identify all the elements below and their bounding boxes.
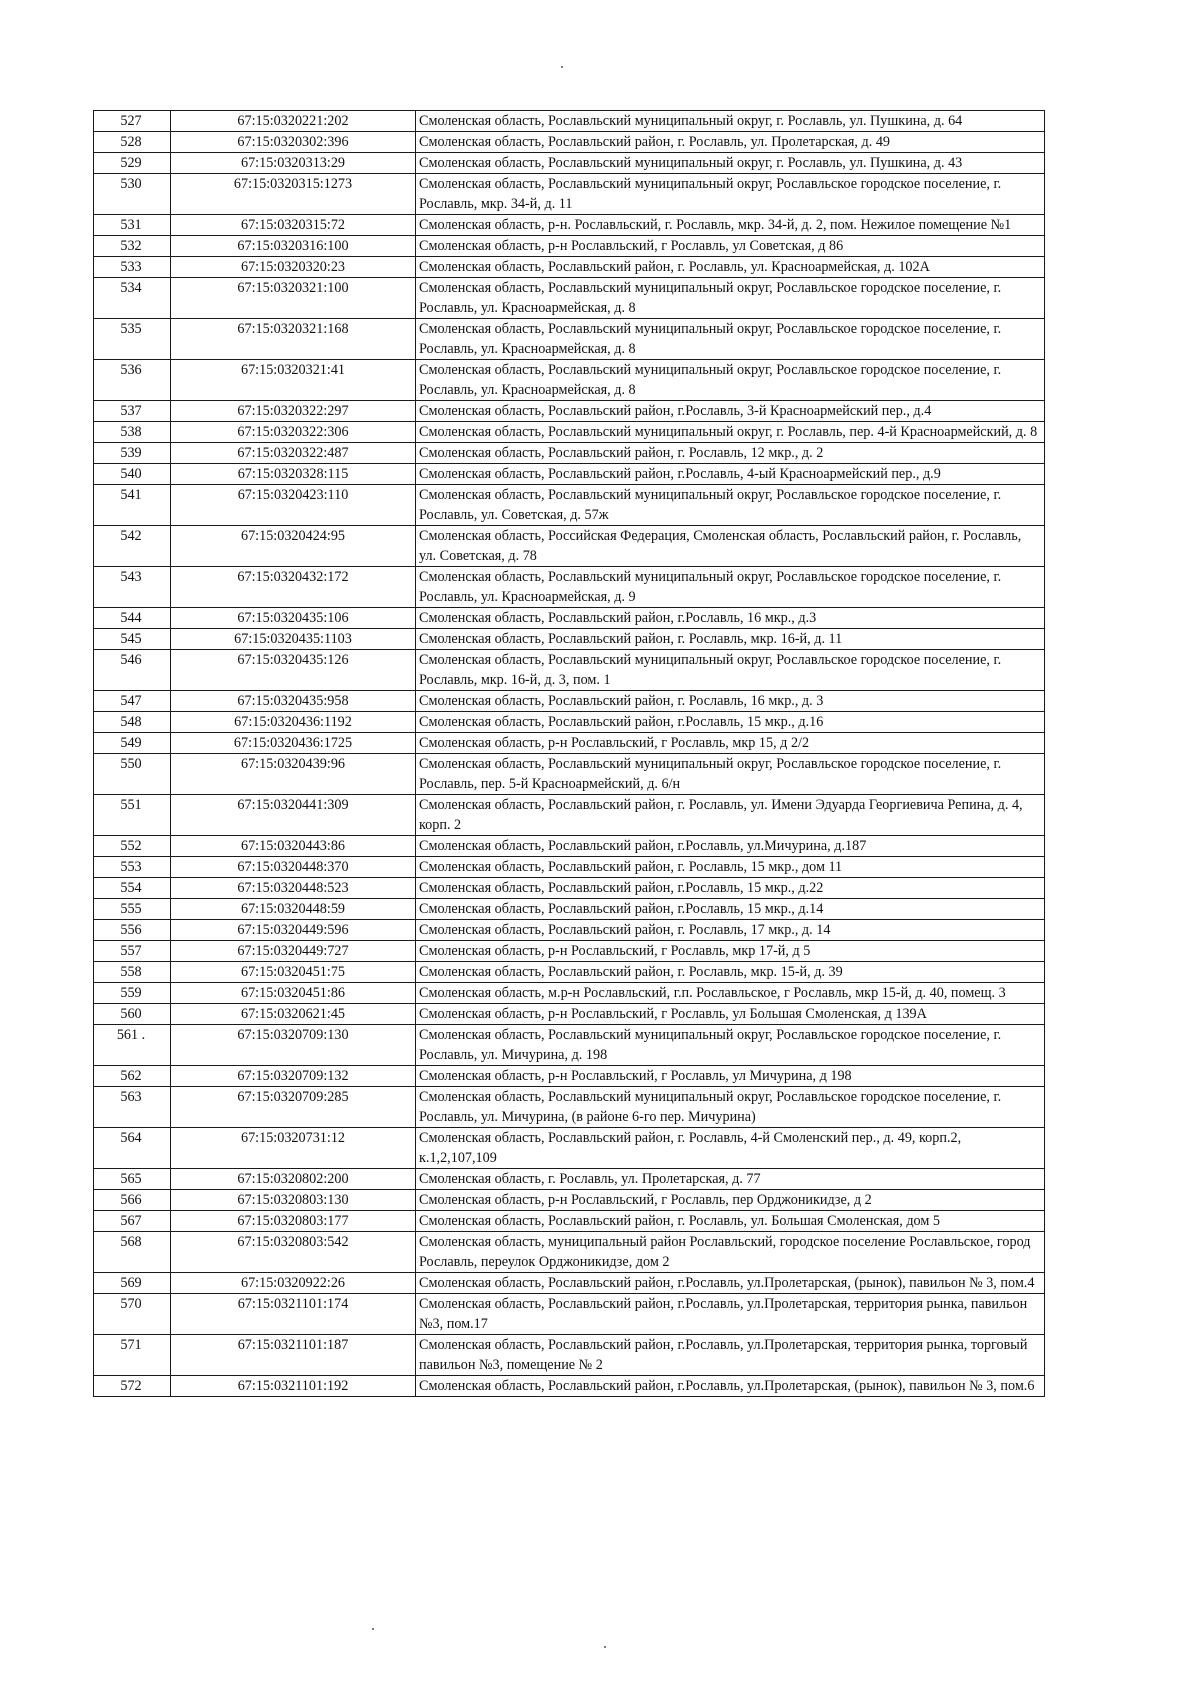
table-row bbox=[94, 920, 1045, 941]
cadastral-number: 67:15:0320432:172 bbox=[171, 567, 416, 608]
cadastral-number: 67:15:0320315:1273 bbox=[171, 174, 416, 215]
row-number: 544 bbox=[94, 608, 171, 629]
row-number: 562 bbox=[94, 1066, 171, 1087]
cadastral-number: 67:15:0321101:192 bbox=[171, 1376, 416, 1397]
table-row bbox=[94, 712, 1045, 733]
address: Смоленская область, Рославльский муниципальный округ, г. Рославль, ул. Пушкина, д. 64 bbox=[416, 111, 1045, 132]
address: Смоленская область, Рославльский район, г.Рославль, ул.Мичурина, д.187 bbox=[416, 836, 1045, 857]
row-number: 569 bbox=[94, 1273, 171, 1294]
table-row bbox=[94, 278, 1045, 319]
cadastral-number: 67:15:0320803:177 bbox=[171, 1211, 416, 1232]
row-number: 572 bbox=[94, 1376, 171, 1397]
scan-speck bbox=[604, 1646, 606, 1648]
table-row bbox=[94, 1066, 1045, 1087]
address: Смоленская область, р-н Рославльский, г Рославль, ул Мичурина, д 198 bbox=[416, 1066, 1045, 1087]
cadastral-number: 67:15:0320439:96 bbox=[171, 754, 416, 795]
table-row bbox=[94, 629, 1045, 650]
cadastral-number: 67:15:0320443:86 bbox=[171, 836, 416, 857]
table-row bbox=[94, 878, 1045, 899]
cadastral-number: 67:15:0320322:487 bbox=[171, 443, 416, 464]
row-number: 535 bbox=[94, 319, 171, 360]
address: Смоленская область, р-н Рославльский, г Рославль, мкр 17-й, д 5 bbox=[416, 941, 1045, 962]
row-number: 552 bbox=[94, 836, 171, 857]
address: Смоленская область, Рославльский район, г. Рославль, ул. Большая Смоленская, дом 5 bbox=[416, 1211, 1045, 1232]
cadastral-number: 67:15:0320436:1192 bbox=[171, 712, 416, 733]
address: Смоленская область, Рославльский муниципальный округ, Рославльское городское поселение, г. Рославль, мкр. 16-й, д. 3, пом. 1 bbox=[416, 650, 1045, 691]
cadastral-number: 67:15:0320621:45 bbox=[171, 1004, 416, 1025]
cadastral-number: 67:15:0320451:86 bbox=[171, 983, 416, 1004]
table-row bbox=[94, 443, 1045, 464]
row-number: 547 bbox=[94, 691, 171, 712]
address: Смоленская область, Рославльский муниципальный округ, Рославльское городское поселение, г. Рославль, ул. Красноармейская, д. 9 bbox=[416, 567, 1045, 608]
table-row bbox=[94, 1004, 1045, 1025]
cadastral-number: 67:15:0320803:542 bbox=[171, 1232, 416, 1273]
address: Смоленская область, Рославльский район, г.Рославль, 4-ый Красноармейский пер., д.9 bbox=[416, 464, 1045, 485]
cadastral-number: 67:15:0320435:958 bbox=[171, 691, 416, 712]
address: Смоленская область, Рославльский муниципальный округ, Рославльское городское поселение, г. Рославль, ул. Советская, д. 57ж bbox=[416, 485, 1045, 526]
cadastral-number: 67:15:0320221:202 bbox=[171, 111, 416, 132]
cadastral-number: 67:15:0320424:95 bbox=[171, 526, 416, 567]
address: Смоленская область, Рославльский муниципальный округ, г. Рославль, ул. Пушкина, д. 43 bbox=[416, 153, 1045, 174]
table-row bbox=[94, 1376, 1045, 1397]
table-row bbox=[94, 464, 1045, 485]
cadastral-number: 67:15:0320709:130 bbox=[171, 1025, 416, 1066]
cadastral-number: 67:15:0320322:297 bbox=[171, 401, 416, 422]
row-number: 567 bbox=[94, 1211, 171, 1232]
row-number: 568 bbox=[94, 1232, 171, 1273]
table-row bbox=[94, 733, 1045, 754]
row-number: 561 . bbox=[94, 1025, 171, 1066]
address: Смоленская область, Рославльский район, г.Рославль, 15 мкр., д.22 bbox=[416, 878, 1045, 899]
row-number: 536 bbox=[94, 360, 171, 401]
cadastral-number: 67:15:0320449:727 bbox=[171, 941, 416, 962]
row-number: 533 bbox=[94, 257, 171, 278]
table-row bbox=[94, 1025, 1045, 1066]
address: Смоленская область, Российская Федерация, Смоленская область, Рославльский район, г. Рославль, ул. Советская, д. 78 bbox=[416, 526, 1045, 567]
cadastral-number: 67:15:0320441:309 bbox=[171, 795, 416, 836]
row-number: 554 bbox=[94, 878, 171, 899]
table-row bbox=[94, 401, 1045, 422]
table-row bbox=[94, 1087, 1045, 1128]
address: Смоленская область, Рославльский район, г. Рославль, ул. Пролетарская, д. 49 bbox=[416, 132, 1045, 153]
cadastral-number: 67:15:0320315:72 bbox=[171, 215, 416, 236]
table-row bbox=[94, 1335, 1045, 1376]
address: Смоленская область, Рославльский муниципальный округ, Рославльское городское поселение, г. Рославль, ул. Красноармейская, д. 8 bbox=[416, 360, 1045, 401]
cadastral-number: 67:15:0320448:523 bbox=[171, 878, 416, 899]
cadastral-number: 67:15:0320448:370 bbox=[171, 857, 416, 878]
cadastral-number: 67:15:0321101:187 bbox=[171, 1335, 416, 1376]
cadastral-number: 67:15:0320321:41 bbox=[171, 360, 416, 401]
address: Смоленская область, р-н Рославльский, г Рославль, мкр 15, д 2/2 bbox=[416, 733, 1045, 754]
table-row bbox=[94, 422, 1045, 443]
cadastral-table bbox=[93, 110, 1045, 1397]
row-number: 537 bbox=[94, 401, 171, 422]
cadastral-number: 67:15:0320321:100 bbox=[171, 278, 416, 319]
cadastral-number: 67:15:0320731:12 bbox=[171, 1128, 416, 1169]
row-number: 542 bbox=[94, 526, 171, 567]
table-body bbox=[94, 111, 1045, 1397]
row-number: 527 bbox=[94, 111, 171, 132]
row-number: 528 bbox=[94, 132, 171, 153]
table-row bbox=[94, 1232, 1045, 1273]
table-row bbox=[94, 236, 1045, 257]
row-number: 555 bbox=[94, 899, 171, 920]
table-row bbox=[94, 1169, 1045, 1190]
address: Смоленская область, Рославльский район, г.Рославль, ул.Пролетарская, (рынок), павильон № 3, пом.4 bbox=[416, 1273, 1045, 1294]
table-row bbox=[94, 857, 1045, 878]
row-number: 556 bbox=[94, 920, 171, 941]
cadastral-number: 67:15:0320436:1725 bbox=[171, 733, 416, 754]
cadastral-number: 67:15:0320709:132 bbox=[171, 1066, 416, 1087]
address: Смоленская область, Рославльский район, г. Рославль, 12 мкр., д. 2 bbox=[416, 443, 1045, 464]
table-row bbox=[94, 1211, 1045, 1232]
table-row bbox=[94, 1273, 1045, 1294]
scan-speck bbox=[561, 66, 563, 68]
address: Смоленская область, р-н Рославльский, г Рославль, ул Большая Смоленская, д 139А bbox=[416, 1004, 1045, 1025]
table-row bbox=[94, 319, 1045, 360]
cadastral-number: 67:15:0320322:306 bbox=[171, 422, 416, 443]
row-number: 570 bbox=[94, 1294, 171, 1335]
cadastral-number: 67:15:0320435:126 bbox=[171, 650, 416, 691]
row-number: 551 bbox=[94, 795, 171, 836]
scan-speck bbox=[372, 1628, 374, 1630]
row-number: 546 bbox=[94, 650, 171, 691]
address: Смоленская область, Рославльский район, г. Рославль, 16 мкр., д. 3 bbox=[416, 691, 1045, 712]
table-row bbox=[94, 941, 1045, 962]
address: Смоленская область, муниципальный район Рославльский, городское поселение Рославльское, город Рославль, переулок Орджоникидзе, дом 2 bbox=[416, 1232, 1045, 1273]
row-number: 545 bbox=[94, 629, 171, 650]
table-row bbox=[94, 1128, 1045, 1169]
address: Смоленская область, Рославльский район, г. Рославль, мкр. 16-й, д. 11 bbox=[416, 629, 1045, 650]
table-row bbox=[94, 174, 1045, 215]
row-number: 563 bbox=[94, 1087, 171, 1128]
table-row bbox=[94, 111, 1045, 132]
row-number: 549 bbox=[94, 733, 171, 754]
address: Смоленская область, Рославльский район, г.Рославль, 15 мкр., д.16 bbox=[416, 712, 1045, 733]
row-number: 560 bbox=[94, 1004, 171, 1025]
row-number: 538 bbox=[94, 422, 171, 443]
cadastral-number: 67:15:0320451:75 bbox=[171, 962, 416, 983]
address: Смоленская область, Рославльский район, г.Рославль, 15 мкр., д.14 bbox=[416, 899, 1045, 920]
address: Смоленская область, Рославльский район, г.Рославль, 3-й Красноармейский пер., д.4 bbox=[416, 401, 1045, 422]
cadastral-number: 67:15:0320423:110 bbox=[171, 485, 416, 526]
row-number: 557 bbox=[94, 941, 171, 962]
cadastral-number: 67:15:0320328:115 bbox=[171, 464, 416, 485]
table-row bbox=[94, 691, 1045, 712]
cadastral-number: 67:15:0320922:26 bbox=[171, 1273, 416, 1294]
cadastral-number: 67:15:0320302:396 bbox=[171, 132, 416, 153]
address: Смоленская область, Рославльский муниципальный округ, Рославльское городское поселение, г. Рославль, ул. Красноармейская, д. 8 bbox=[416, 278, 1045, 319]
cadastral-number: 67:15:0321101:174 bbox=[171, 1294, 416, 1335]
address: Смоленская область, р-н Рославльский, г Рославль, ул Советская, д 86 bbox=[416, 236, 1045, 257]
table-row bbox=[94, 215, 1045, 236]
row-number: 540 bbox=[94, 464, 171, 485]
address: Смоленская область, Рославльский район, г. Рославль, ул. Имени Эдуарда Георгиевича Репина, д. 4, корп. 2 bbox=[416, 795, 1045, 836]
table-row bbox=[94, 360, 1045, 401]
row-number: 539 bbox=[94, 443, 171, 464]
address: Смоленская область, Рославльский муниципальный округ, Рославльское городское поселение, г. Рославль, ул. Мичурина, (в районе 6-го пер. Мичурина) bbox=[416, 1087, 1045, 1128]
address: Смоленская область, Рославльский район, г. Рославль, 15 мкр., дом 11 bbox=[416, 857, 1045, 878]
address: Смоленская область, Рославльский муниципальный округ, Рославльское городское поселение, г. Рославль, мкр. 34-й, д. 11 bbox=[416, 174, 1045, 215]
table-row bbox=[94, 962, 1045, 983]
address: Смоленская область, м.р-н Рославльский, г.п. Рославльское, г Рославль, мкр 15-й, д. 40, помещ. 3 bbox=[416, 983, 1045, 1004]
table-row bbox=[94, 485, 1045, 526]
address: Смоленская область, г. Рославль, ул. Пролетарская, д. 77 bbox=[416, 1169, 1045, 1190]
cadastral-number: 67:15:0320320:23 bbox=[171, 257, 416, 278]
table-row bbox=[94, 132, 1045, 153]
address: Смоленская область, Рославльский район, г.Рославль, 16 мкр., д.3 bbox=[416, 608, 1045, 629]
row-number: 566 bbox=[94, 1190, 171, 1211]
row-number: 559 bbox=[94, 983, 171, 1004]
table-row bbox=[94, 983, 1045, 1004]
cadastral-number: 67:15:0320435:106 bbox=[171, 608, 416, 629]
address: Смоленская область, Рославльский район, г.Рославль, ул.Пролетарская, (рынок), павильон № 3, пом.6 bbox=[416, 1376, 1045, 1397]
row-number: 534 bbox=[94, 278, 171, 319]
table-row bbox=[94, 153, 1045, 174]
cadastral-number: 67:15:0320448:59 bbox=[171, 899, 416, 920]
table-row bbox=[94, 257, 1045, 278]
table-row bbox=[94, 526, 1045, 567]
table-row bbox=[94, 754, 1045, 795]
cadastral-number: 67:15:0320709:285 bbox=[171, 1087, 416, 1128]
table-row bbox=[94, 1190, 1045, 1211]
cadastral-number: 67:15:0320449:596 bbox=[171, 920, 416, 941]
cadastral-number: 67:15:0320313:29 bbox=[171, 153, 416, 174]
row-number: 548 bbox=[94, 712, 171, 733]
address: Смоленская область, р-н. Рославльский, г. Рославль, мкр. 34-й, д. 2, пом. Нежилое помещение №1 bbox=[416, 215, 1045, 236]
row-number: 565 bbox=[94, 1169, 171, 1190]
table-row bbox=[94, 1294, 1045, 1335]
row-number: 558 bbox=[94, 962, 171, 983]
cadastral-number: 67:15:0320802:200 bbox=[171, 1169, 416, 1190]
address: Смоленская область, Рославльский муниципальный округ, г. Рославль, пер. 4-й Красноармейский, д. 8 bbox=[416, 422, 1045, 443]
row-number: 553 bbox=[94, 857, 171, 878]
address: Смоленская область, Рославльский район, г. Рославль, 17 мкр., д. 14 bbox=[416, 920, 1045, 941]
row-number: 564 bbox=[94, 1128, 171, 1169]
table-row bbox=[94, 650, 1045, 691]
table-row bbox=[94, 836, 1045, 857]
address: Смоленская область, Рославльский муниципальный округ, Рославльское городское поселение, г. Рославль, ул. Мичурина, д. 198 bbox=[416, 1025, 1045, 1066]
address: Смоленская область, р-н Рославльский, г Рославль, пер Орджоникидзе, д 2 bbox=[416, 1190, 1045, 1211]
row-number: 550 bbox=[94, 754, 171, 795]
cadastral-number: 67:15:0320803:130 bbox=[171, 1190, 416, 1211]
table-row bbox=[94, 608, 1045, 629]
row-number: 529 bbox=[94, 153, 171, 174]
row-number: 543 bbox=[94, 567, 171, 608]
table-row bbox=[94, 899, 1045, 920]
cadastral-number: 67:15:0320435:1103 bbox=[171, 629, 416, 650]
cadastral-number: 67:15:0320321:168 bbox=[171, 319, 416, 360]
address: Смоленская область, Рославльский район, г. Рославль, мкр. 15-й, д. 39 bbox=[416, 962, 1045, 983]
address: Смоленская область, Рославльский район, г. Рославль, ул. Красноармейская, д. 102А bbox=[416, 257, 1045, 278]
cadastral-number: 67:15:0320316:100 bbox=[171, 236, 416, 257]
address: Смоленская область, Рославльский район, г.Рославль, ул.Пролетарская, территория рынка, павильон №3, пом.17 bbox=[416, 1294, 1045, 1335]
table-row bbox=[94, 795, 1045, 836]
address: Смоленская область, Рославльский район, г.Рославль, ул.Пролетарская, территория рынка, торговый павильон №3, помещение № 2 bbox=[416, 1335, 1045, 1376]
table-row bbox=[94, 567, 1045, 608]
address: Смоленская область, Рославльский муниципальный округ, Рославльское городское поселение, г. Рославль, ул. Красноармейская, д. 8 bbox=[416, 319, 1045, 360]
row-number: 541 bbox=[94, 485, 171, 526]
row-number: 571 bbox=[94, 1335, 171, 1376]
address: Смоленская область, Рославльский район, г. Рославль, 4-й Смоленский пер., д. 49, корп.2, к.1,2,107,109 bbox=[416, 1128, 1045, 1169]
row-number: 531 bbox=[94, 215, 171, 236]
address: Смоленская область, Рославльский муниципальный округ, Рославльское городское поселение, г. Рославль, пер. 5-й Красноармейский, д. 6/н bbox=[416, 754, 1045, 795]
row-number: 532 bbox=[94, 236, 171, 257]
row-number: 530 bbox=[94, 174, 171, 215]
